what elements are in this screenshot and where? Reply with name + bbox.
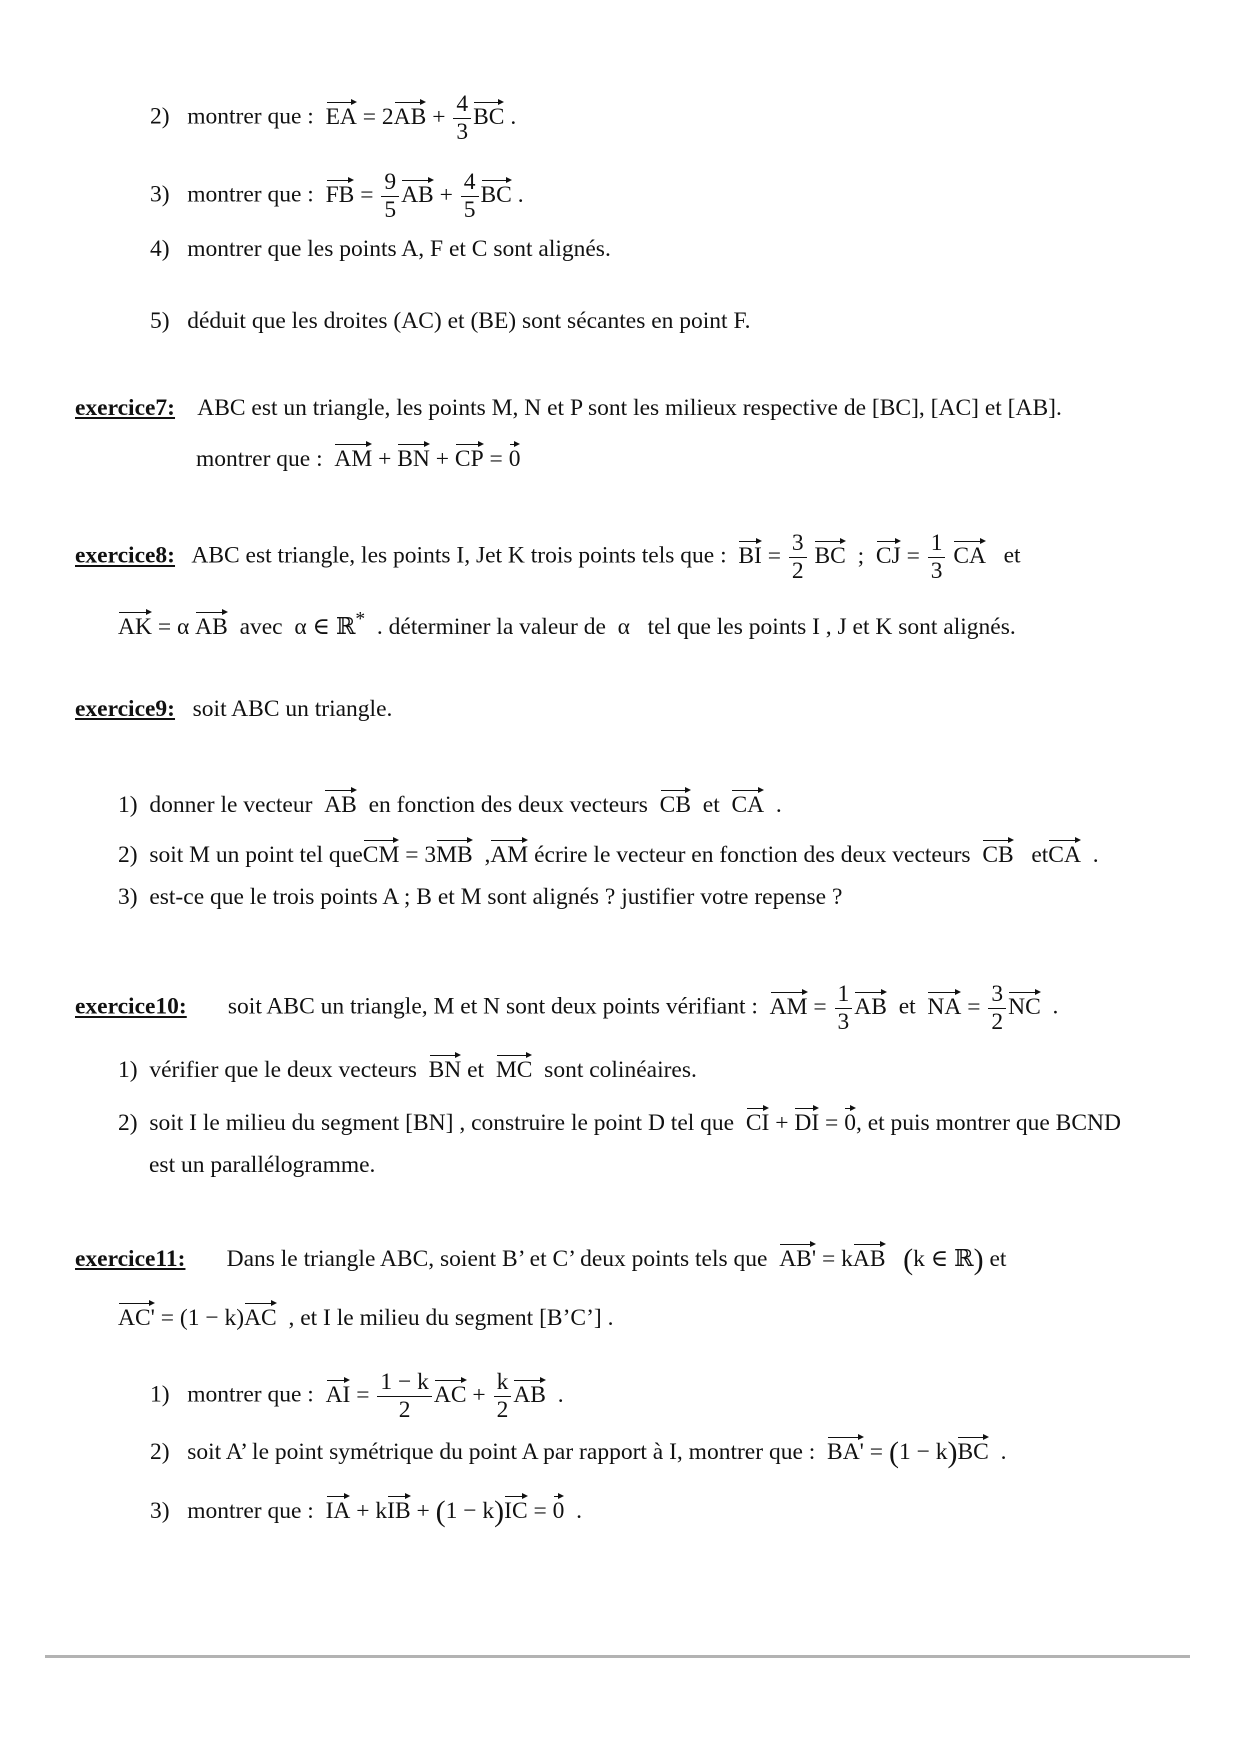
formula: AM + BN + CP = 0 bbox=[334, 446, 520, 472]
item-3: 3) montrer que : FB = $\frac{9}{5}$ AB + $\frac{4}{5}$ BC . bbox=[150, 169, 524, 223]
exercise-10-item-2-cont: est un parallélogramme. bbox=[149, 1152, 376, 1178]
formula: FB = $\frac{9}{5}$ AB + $\frac{4}{5}$ BC . bbox=[325, 169, 524, 223]
formula: BA' = (1 − k)BC . bbox=[827, 1436, 1007, 1469]
exercise-10-item-2: 2) soit I le milieu du segment [BN] , construire le point D tel que CI + DI = 0, et puis montrer que BCND bbox=[118, 1106, 1121, 1138]
exercise-8-line1: exercice8: ABC est triangle, les points I, Jet K trois points tels que : BI = $\frac{3}{2}$ BC ; CJ = $\frac{1}{3}$ CA et bbox=[75, 530, 1021, 584]
exercise-11-item-2: 2) soit A’ le point symétrique du point A par rapport à I, montrer que : BA' = (1 − k)BC . bbox=[150, 1436, 1007, 1469]
formula: AI = $\frac{1 - k}{2}$ AC + $\frac{k}{2}$ AB . bbox=[325, 1369, 564, 1423]
exercise-11-line1: exercice11: Dans le triangle ABC, soient B’ et C’ deux points tels que AB' = kAB (k ∈ ℝ) et bbox=[75, 1243, 1007, 1276]
exercise-9-line1: exercice9: soit ABC un triangle. bbox=[75, 696, 393, 722]
formula: AB' = kAB (k ∈ ℝ) bbox=[779, 1243, 984, 1276]
exercise-11-line2: AC' = (1 − k)AC , et I le milieu du segment [B’C’] . bbox=[118, 1301, 613, 1333]
item-4: 4) montrer que les points A, F et C sont alignés. bbox=[150, 236, 611, 262]
footer-rule bbox=[45, 1655, 1190, 1658]
exercise-10-item-1: 1) vérifier que le deux vecteurs BN et MC sont colinéaires. bbox=[118, 1053, 697, 1085]
exercise-7-line1: exercice7: ABC est un triangle, les points M, N et P sont les milieux respective de [BC], [AC] et [AB]. bbox=[75, 395, 1062, 421]
exercise-11-item-1: 1) montrer que : AI = $\frac{1 - k}{2}$ AC + $\frac{k}{2}$ AB . bbox=[150, 1369, 564, 1423]
exercise-10-line1: exercice10: soit ABC un triangle, M et N sont deux points vérifiant : AM = $\frac{1}{3}$ AB et NA = $\frac{3}{2}$ NC . bbox=[75, 981, 1059, 1035]
exercise-8-title: exercice8: bbox=[75, 542, 176, 569]
exercise-7-title: exercice7: bbox=[75, 395, 176, 421]
formula: NA = $\frac{3}{2}$ NC bbox=[927, 981, 1041, 1035]
exercise-7-line2: montrer que : AM + BN + CP = 0 bbox=[196, 442, 520, 474]
item-5: 5) déduit que les droites (AC) et (BE) sont sécantes en point F. bbox=[150, 308, 751, 334]
formula: AK = α AB bbox=[118, 614, 228, 640]
exercise-9-item-2: 2) soit M un point tel queCM = 3MB ,AM écrire le vecteur en fonction des deux vecteurs CB etCA . bbox=[118, 838, 1099, 870]
exercise-10-title: exercice10: bbox=[75, 993, 187, 1020]
exercise-11-item-3: 3) montrer que : IA + kIB + (1 − k)IC = 0 . bbox=[150, 1495, 583, 1528]
exercise-9-title: exercice9: bbox=[75, 696, 176, 722]
exercise-11-title: exercice11: bbox=[75, 1246, 186, 1272]
exercise-9-item-1: 1) donner le vecteur AB en fonction des deux vecteurs CB et CA . bbox=[118, 788, 782, 820]
formula: CI + DI = 0 bbox=[746, 1110, 856, 1136]
formula: CM = 3MB bbox=[363, 842, 473, 868]
item-2: 2) montrer que : EA = 2AB + $\frac{4}{3}$ BC . bbox=[150, 91, 517, 145]
formula: IA + kIB + (1 − k)IC = 0 . bbox=[325, 1495, 583, 1528]
formula: α ∈ ℝ* bbox=[294, 609, 366, 640]
formula: BI = $\frac{3}{2}$ BC ; CJ = $\frac{1}{3}$ CA bbox=[738, 530, 986, 584]
exercise-9-item-3: 3) est-ce que le trois points A ; B et M sont alignés ? justifier votre repense ? bbox=[118, 884, 843, 910]
formula: EA = 2AB + $\frac{4}{3}$ BC . bbox=[325, 91, 517, 145]
exercise-8-line2: AK = α AB avec α ∈ ℝ* . déterminer la valeur de α tel que les points I , J et K sont alignés. bbox=[118, 609, 1016, 640]
formula: AC' = (1 − k)AC bbox=[118, 1305, 277, 1331]
formula: AM = $\frac{1}{3}$ AB bbox=[769, 981, 887, 1035]
